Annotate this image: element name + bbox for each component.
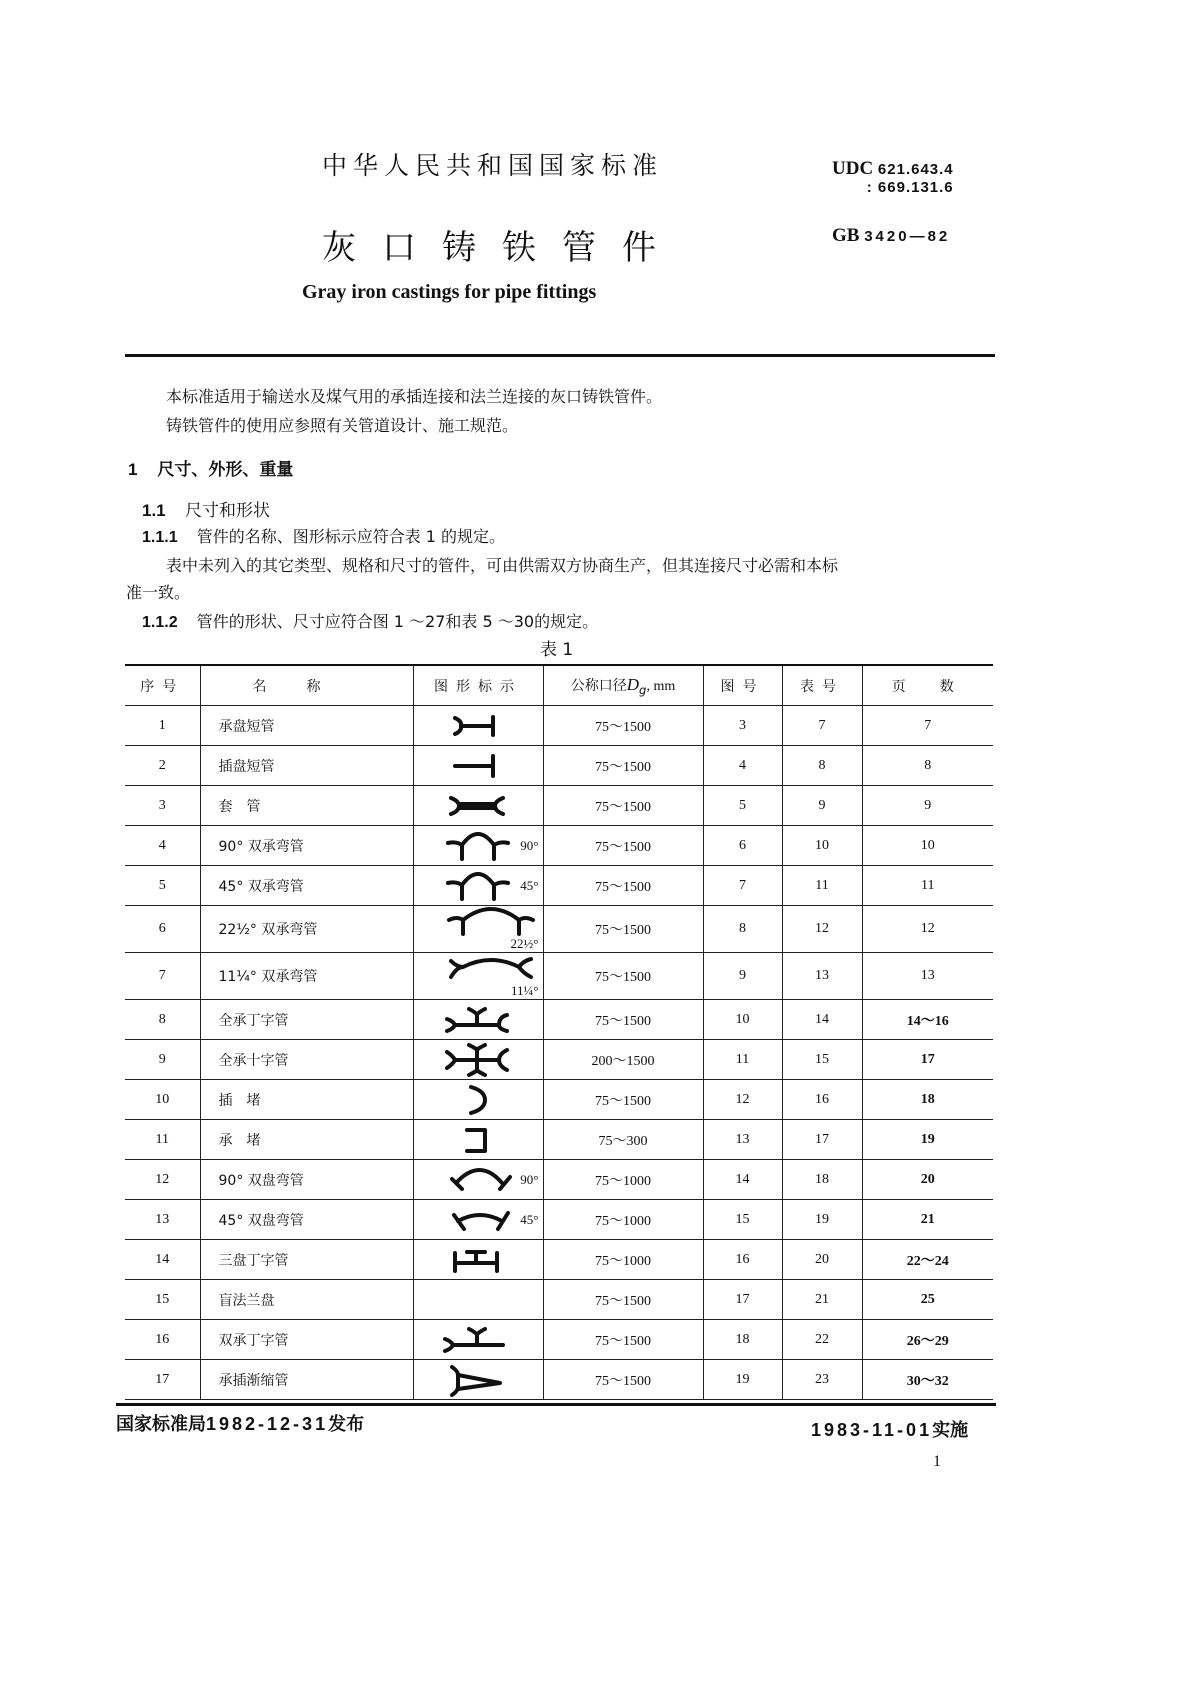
cell-page: 26～29: [862, 1320, 993, 1360]
cell-table-no: 8: [782, 746, 862, 786]
double-socket-bend-icon: [443, 913, 539, 929]
cell-symbol: [413, 1200, 543, 1240]
cell-name: 11¼° 双承弯管: [200, 953, 413, 1000]
cell-nominal-diameter: 200～1500: [543, 1040, 703, 1080]
cell-nominal-diameter: 75～1500: [543, 906, 703, 953]
cell-symbol: [413, 706, 543, 746]
cell-symbol: [413, 1280, 543, 1320]
cell-page: 18: [862, 1080, 993, 1120]
cell-page: 11: [862, 866, 993, 906]
cell-figure-no: 3: [703, 706, 782, 746]
cell-figure-no: 16: [703, 1240, 782, 1280]
cell-seq: 7: [125, 953, 200, 1000]
table-row: [125, 1200, 993, 1240]
header-symbol: 图形标示: [413, 665, 543, 706]
cell-symbol: [413, 1080, 543, 1120]
cell-page: 17: [862, 1040, 993, 1080]
cell-nominal-diameter: 75～1000: [543, 1240, 703, 1280]
socket-plug-icon: [457, 1132, 497, 1148]
cell-figure-no: 6: [703, 826, 782, 866]
angle-label: 45°: [520, 1211, 539, 1227]
cell-page: 14～16: [862, 1000, 993, 1040]
cell-name: 双承丁字管: [200, 1320, 413, 1360]
socket-flange-short-pipe-icon: [447, 718, 507, 734]
effective-date: 1983-11-01实施: [811, 1420, 969, 1441]
cell-nominal-diameter: 75～1500: [543, 1320, 703, 1360]
cell-seq: 6: [125, 906, 200, 953]
cell-nominal-diameter: 75～1000: [543, 1160, 703, 1200]
section-number: 1.1.2: [142, 614, 178, 631]
section-1-heading: [128, 455, 293, 480]
section-1-1-1: [142, 524, 505, 547]
cell-table-no: 19: [782, 1200, 862, 1240]
cell-page: 7: [862, 706, 993, 746]
double-flange-bend-icon: [442, 1212, 518, 1228]
section-number: 1.1.1: [142, 529, 178, 546]
cell-name: 90° 双承弯管: [200, 826, 413, 866]
cell-table-no: 11: [782, 866, 862, 906]
cell-nominal-diameter: 75～1500: [543, 1080, 703, 1120]
cell-nominal-diameter: 75～1500: [543, 1000, 703, 1040]
table-row: [125, 1040, 993, 1080]
table-row: [125, 1280, 993, 1320]
cell-nominal-diameter: 75～1500: [543, 706, 703, 746]
cell-symbol: [413, 866, 543, 906]
all-socket-tee-icon: [439, 1012, 515, 1028]
cell-name: 45° 双承弯管: [200, 866, 413, 906]
cell-seq: 9: [125, 1040, 200, 1080]
table-row: [125, 1320, 993, 1360]
table-row: [125, 906, 993, 953]
header-figure-no: 图号: [703, 665, 782, 706]
angle-label: 90°: [520, 1171, 539, 1187]
paragraph-4: 准一致。: [126, 583, 191, 602]
cell-page: 10: [862, 826, 993, 866]
cell-symbol: [413, 1120, 543, 1160]
cell-nominal-diameter: 75～1500: [543, 953, 703, 1000]
cell-symbol: [413, 1320, 543, 1360]
cell-figure-no: 15: [703, 1200, 782, 1240]
table-row: [125, 866, 993, 906]
cell-symbol: [413, 1160, 543, 1200]
cell-nominal-diameter: 75～1500: [543, 746, 703, 786]
cell-page: 20: [862, 1160, 993, 1200]
document-title-cn: 灰口铸铁管件: [322, 228, 682, 268]
cell-symbol: [413, 1360, 543, 1400]
udc-label: UDC: [832, 158, 874, 179]
cell-seq: 5: [125, 866, 200, 906]
issued-by: 国家标准局1982-12-31发布: [116, 1414, 365, 1435]
cell-symbol: [413, 906, 543, 953]
double-socket-tee-icon: [437, 1332, 517, 1348]
cell-page: 21: [862, 1200, 993, 1240]
cell-table-no: 15: [782, 1040, 862, 1080]
cell-figure-no: 18: [703, 1320, 782, 1360]
cell-table-no: 21: [782, 1280, 862, 1320]
spigot-plug-icon: [457, 1092, 497, 1108]
cell-table-no: 16: [782, 1080, 862, 1120]
cell-seq: 3: [125, 786, 200, 826]
cell-seq: 17: [125, 1360, 200, 1400]
angle-label: 11¼°: [511, 983, 539, 998]
intro-paragraph-1: 本标准适用于输送水及煤气用的承插连接和法兰连接的灰口铸铁管件。: [166, 387, 663, 406]
cell-nominal-diameter: 75～1500: [543, 826, 703, 866]
cell-page: 13: [862, 953, 993, 1000]
cell-table-no: 14: [782, 1000, 862, 1040]
cell-page: 30～32: [862, 1360, 993, 1400]
cell-name: 承盘短管: [200, 706, 413, 746]
gb-number: 3420—82: [864, 228, 951, 245]
cell-table-no: 17: [782, 1120, 862, 1160]
cell-seq: 14: [125, 1240, 200, 1280]
cell-figure-no: 19: [703, 1360, 782, 1400]
cell-seq: 8: [125, 1000, 200, 1040]
cell-name: 盲法兰盘: [200, 1280, 413, 1320]
table-row: [125, 953, 993, 1000]
table-header-row: [125, 665, 993, 706]
table-row: [125, 746, 993, 786]
cell-figure-no: 9: [703, 953, 782, 1000]
page-number: 1: [933, 1453, 941, 1470]
section-number: 1: [128, 460, 138, 479]
cell-seq: 16: [125, 1320, 200, 1360]
intro-paragraph-2: 铸铁管件的使用应参照有关管道设计、施工规范。: [166, 416, 519, 435]
cell-page: 25: [862, 1280, 993, 1320]
cell-seq: 11: [125, 1120, 200, 1160]
cell-nominal-diameter: 75～1000: [543, 1200, 703, 1240]
cell-table-no: 10: [782, 826, 862, 866]
cell-name: 承 堵: [200, 1120, 413, 1160]
cell-table-no: 23: [782, 1360, 862, 1400]
document-title-en: Gray iron castings for pipe fittings: [302, 281, 597, 303]
section-text: 管件的形状、尺寸应符合图 1 ～27和表 5 ～30的规定。: [196, 612, 599, 631]
all-socket-cross-icon: [439, 1052, 515, 1068]
section-1-1-2: [142, 609, 598, 632]
udc-code-2: : 669.131.6: [866, 179, 954, 196]
cell-table-no: 7: [782, 706, 862, 746]
cell-figure-no: 5: [703, 786, 782, 826]
double-socket-bend-icon: [443, 960, 539, 976]
cell-seq: 13: [125, 1200, 200, 1240]
triple-flange-tee-icon: [445, 1252, 509, 1268]
cell-name: 90° 双盘弯管: [200, 1160, 413, 1200]
cell-name: 套 管: [200, 786, 413, 826]
paragraph-3: 表中未列入的其它类型、规格和尺寸的管件，可由供需双方协商生产，但其连接尺寸必需和本标: [166, 556, 839, 575]
table-row: [125, 786, 993, 826]
table-row: [125, 826, 993, 866]
cell-table-no: 20: [782, 1240, 862, 1280]
cell-seq: 4: [125, 826, 200, 866]
cell-table-no: 12: [782, 906, 862, 953]
double-socket-bend-icon: [438, 878, 518, 894]
section-title: 尺寸和形状: [185, 501, 271, 521]
angle-label: 22½°: [510, 936, 539, 951]
table-row: [125, 1000, 993, 1040]
table-row: [125, 706, 993, 746]
cell-figure-no: 11: [703, 1040, 782, 1080]
cell-figure-no: 4: [703, 746, 782, 786]
issued-date: 1982-12-31: [206, 1414, 329, 1434]
cell-table-no: 22: [782, 1320, 862, 1360]
cell-symbol: [413, 746, 543, 786]
cell-nominal-diameter: 75～1500: [543, 786, 703, 826]
header-page: 页 数: [862, 665, 993, 706]
header-seq: 序号: [125, 665, 200, 706]
cell-figure-no: 17: [703, 1280, 782, 1320]
cell-nominal-diameter: 75～1500: [543, 1360, 703, 1400]
cell-seq: 2: [125, 746, 200, 786]
cell-table-no: 18: [782, 1160, 862, 1200]
cell-page: 9: [862, 786, 993, 826]
cell-seq: 15: [125, 1280, 200, 1320]
cell-figure-no: 12: [703, 1080, 782, 1120]
cell-page: 8: [862, 746, 993, 786]
cell-name: 三盘丁字管: [200, 1240, 413, 1280]
header-nominal-diameter: 公称口径$D_g$, mm: [543, 665, 703, 706]
header-table-no: 表号: [782, 665, 862, 706]
cell-page: 19: [862, 1120, 993, 1160]
cell-symbol: [413, 953, 543, 1000]
socket-spigot-reducer-icon: [442, 1372, 512, 1388]
angle-label: 45°: [520, 877, 539, 893]
cell-figure-no: 10: [703, 1000, 782, 1040]
cell-symbol: [413, 1240, 543, 1280]
section-1-1-heading: [142, 496, 270, 521]
cell-name: 全承十字管: [200, 1040, 413, 1080]
cell-page: 12: [862, 906, 993, 953]
cell-nominal-diameter: 75～1500: [543, 866, 703, 906]
table-row: [125, 1160, 993, 1200]
cell-nominal-diameter: 75～300: [543, 1120, 703, 1160]
footer-divider: [116, 1403, 996, 1406]
angle-label: 90°: [520, 837, 539, 853]
fittings-table: [125, 664, 993, 1400]
table-row: [125, 1360, 993, 1400]
cell-nominal-diameter: 75～1500: [543, 1280, 703, 1320]
cell-symbol: [413, 826, 543, 866]
cell-symbol: [413, 786, 543, 826]
cell-figure-no: 7: [703, 866, 782, 906]
double-socket-bend-icon: [438, 838, 518, 854]
cell-figure-no: 14: [703, 1160, 782, 1200]
header-name: 名称: [200, 665, 413, 706]
section-title: 尺寸、外形、重量: [157, 460, 294, 480]
section-text: 管件的名称、图形标示应符合表 1 的规定。: [196, 527, 506, 546]
cell-name: 插 堵: [200, 1080, 413, 1120]
cell-symbol: [413, 1040, 543, 1080]
double-flange-bend-icon: [442, 1172, 518, 1188]
cell-table-no: 13: [782, 953, 862, 1000]
gb-standard-number: [832, 225, 950, 247]
cell-name: 插盘短管: [200, 746, 413, 786]
cell-name: 承插渐缩管: [200, 1360, 413, 1400]
spigot-flange-short-pipe-icon: [447, 758, 507, 774]
cell-figure-no: 8: [703, 906, 782, 953]
header-divider: [125, 354, 995, 357]
udc-code-block: [832, 160, 954, 197]
cell-name: 22½° 双承弯管: [200, 906, 413, 953]
gb-label: GB: [832, 225, 860, 246]
national-standard-heading: 中华人民共和国国家标准: [322, 151, 664, 180]
cell-name: 全承丁字管: [200, 1000, 413, 1040]
cell-seq: 12: [125, 1160, 200, 1200]
table-caption: 表 1: [540, 640, 574, 660]
sleeve-icon: [445, 798, 509, 814]
cell-table-no: 9: [782, 786, 862, 826]
table-row: [125, 1240, 993, 1280]
section-number: 1.1: [142, 501, 166, 520]
udc-code-1: 621.643.4: [877, 161, 954, 178]
cell-page: 22～24: [862, 1240, 993, 1280]
cell-seq: 10: [125, 1080, 200, 1120]
cell-symbol: [413, 1000, 543, 1040]
cell-figure-no: 13: [703, 1120, 782, 1160]
cell-seq: 1: [125, 706, 200, 746]
table-row: [125, 1120, 993, 1160]
cell-name: 45° 双盘弯管: [200, 1200, 413, 1240]
table-row: [125, 1080, 993, 1120]
